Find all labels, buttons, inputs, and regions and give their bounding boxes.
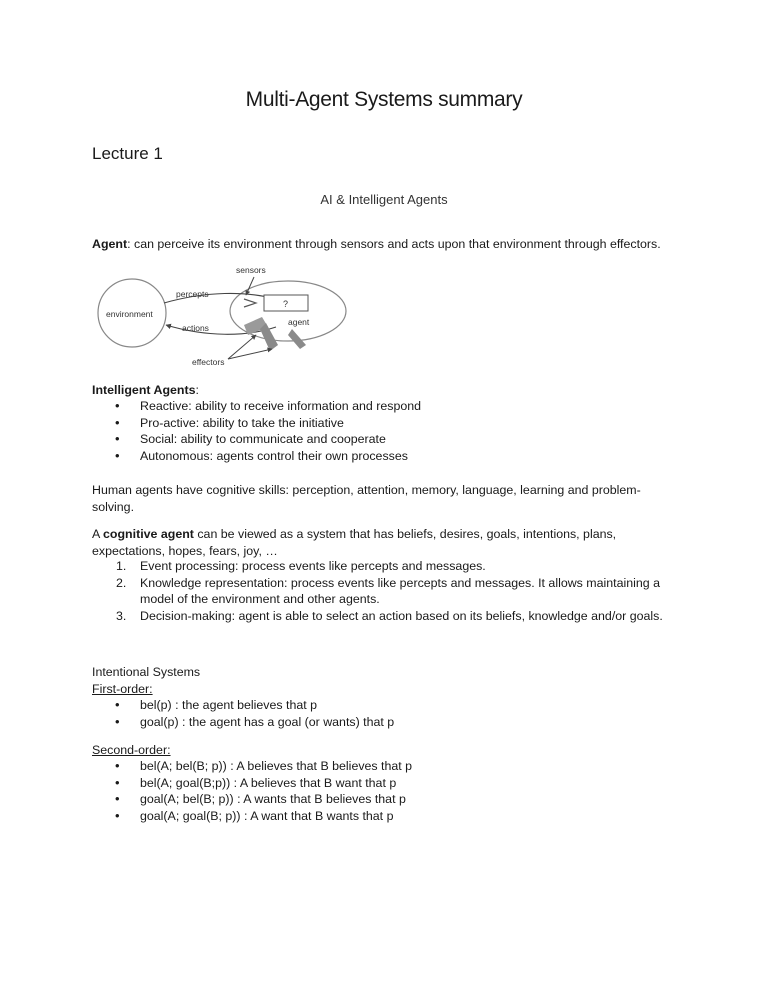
cognitive-agent-paragraph	[92, 526, 672, 560]
list-item: • goal(p) : the agent has a goal (or wants) that p	[92, 714, 394, 731]
agent-environment-diagram	[96, 265, 356, 370]
environment-label: environment	[106, 309, 153, 319]
intelligent-agents-term: Intelligent Agents	[92, 383, 196, 397]
sensors-pointer	[246, 277, 254, 295]
list-number: 1.	[116, 559, 127, 573]
list-item	[92, 608, 672, 625]
agent-definition-text: : can perceive its environment through sensors and acts upon that environment through effectors.	[127, 237, 661, 251]
document-title: Multi-Agent Systems summary	[245, 88, 523, 111]
list-item: • goal(A; goal(B; p)) : A want that B wants that p	[92, 808, 412, 825]
cognitive-prefix: A	[92, 527, 104, 541]
cognitive-text: can be viewed as a system that has beliefs, desires, goals, intentions, plans, expectations, hopes, fears, joy, …	[92, 527, 617, 558]
second-order-label: Second-order:	[92, 743, 171, 757]
list-item	[92, 558, 672, 575]
agent-term: Agent	[92, 237, 128, 251]
heading-colon: :	[195, 383, 199, 397]
list-number: 3.	[116, 608, 127, 623]
effectors-label: effectors	[192, 357, 225, 367]
list-item	[92, 575, 672, 608]
list-item: • bel(A; bel(B; p)) : A believes that B believes that p	[92, 758, 412, 775]
intentional-systems-heading: Intentional Systems	[92, 665, 201, 679]
percepts-label: percepts	[176, 289, 209, 299]
sensors-label: sensors	[236, 265, 266, 275]
intelligent-agents-heading	[92, 382, 672, 399]
agent-label: agent	[288, 317, 310, 327]
intelligent-agents-list	[92, 398, 421, 464]
second-order-list	[92, 758, 412, 824]
cognitive-list	[92, 558, 672, 624]
list-number: 2.	[116, 575, 127, 590]
agent-definition	[92, 236, 672, 253]
list-item: • Social: ability to communicate and cooperate	[92, 431, 421, 448]
question-mark: ?	[283, 299, 289, 309]
cognitive-term: cognitive agent	[103, 527, 194, 541]
list-text: Event processing: process events like percepts and messages.	[140, 559, 486, 573]
lecture-heading: Lecture 1	[92, 144, 163, 163]
first-order-label: First-order:	[92, 682, 153, 696]
human-agents-paragraph: Human agents have cognitive skills: perception, attention, memory, language, learning and problem-solving.	[92, 483, 641, 514]
list-text: Decision-making: agent is able to select an action based on its beliefs, knowledge and/or goals.	[140, 608, 663, 623]
list-item: • bel(p) : the agent believes that p	[92, 697, 394, 714]
list-item: • Pro-active: ability to take the initiative	[92, 415, 421, 432]
list-text: Knowledge representation: process events like percepts and messages. It allows maintaining a model of the environment and other agents.	[140, 575, 661, 606]
section-subtitle: AI & Intelligent Agents	[320, 192, 448, 207]
list-item: • goal(A; bel(B; p)) : A wants that B believes that p	[92, 791, 412, 808]
actions-label: actions	[182, 323, 209, 333]
effector-leg-2	[288, 329, 306, 349]
list-item: • bel(A; goal(B;p)) : A believes that B want that p	[92, 775, 412, 792]
list-item: • Autonomous: agents control their own processes	[92, 448, 421, 465]
sensor-glyph	[244, 299, 256, 307]
list-item: • Reactive: ability to receive information and respond	[92, 398, 421, 415]
first-order-list	[92, 697, 394, 730]
